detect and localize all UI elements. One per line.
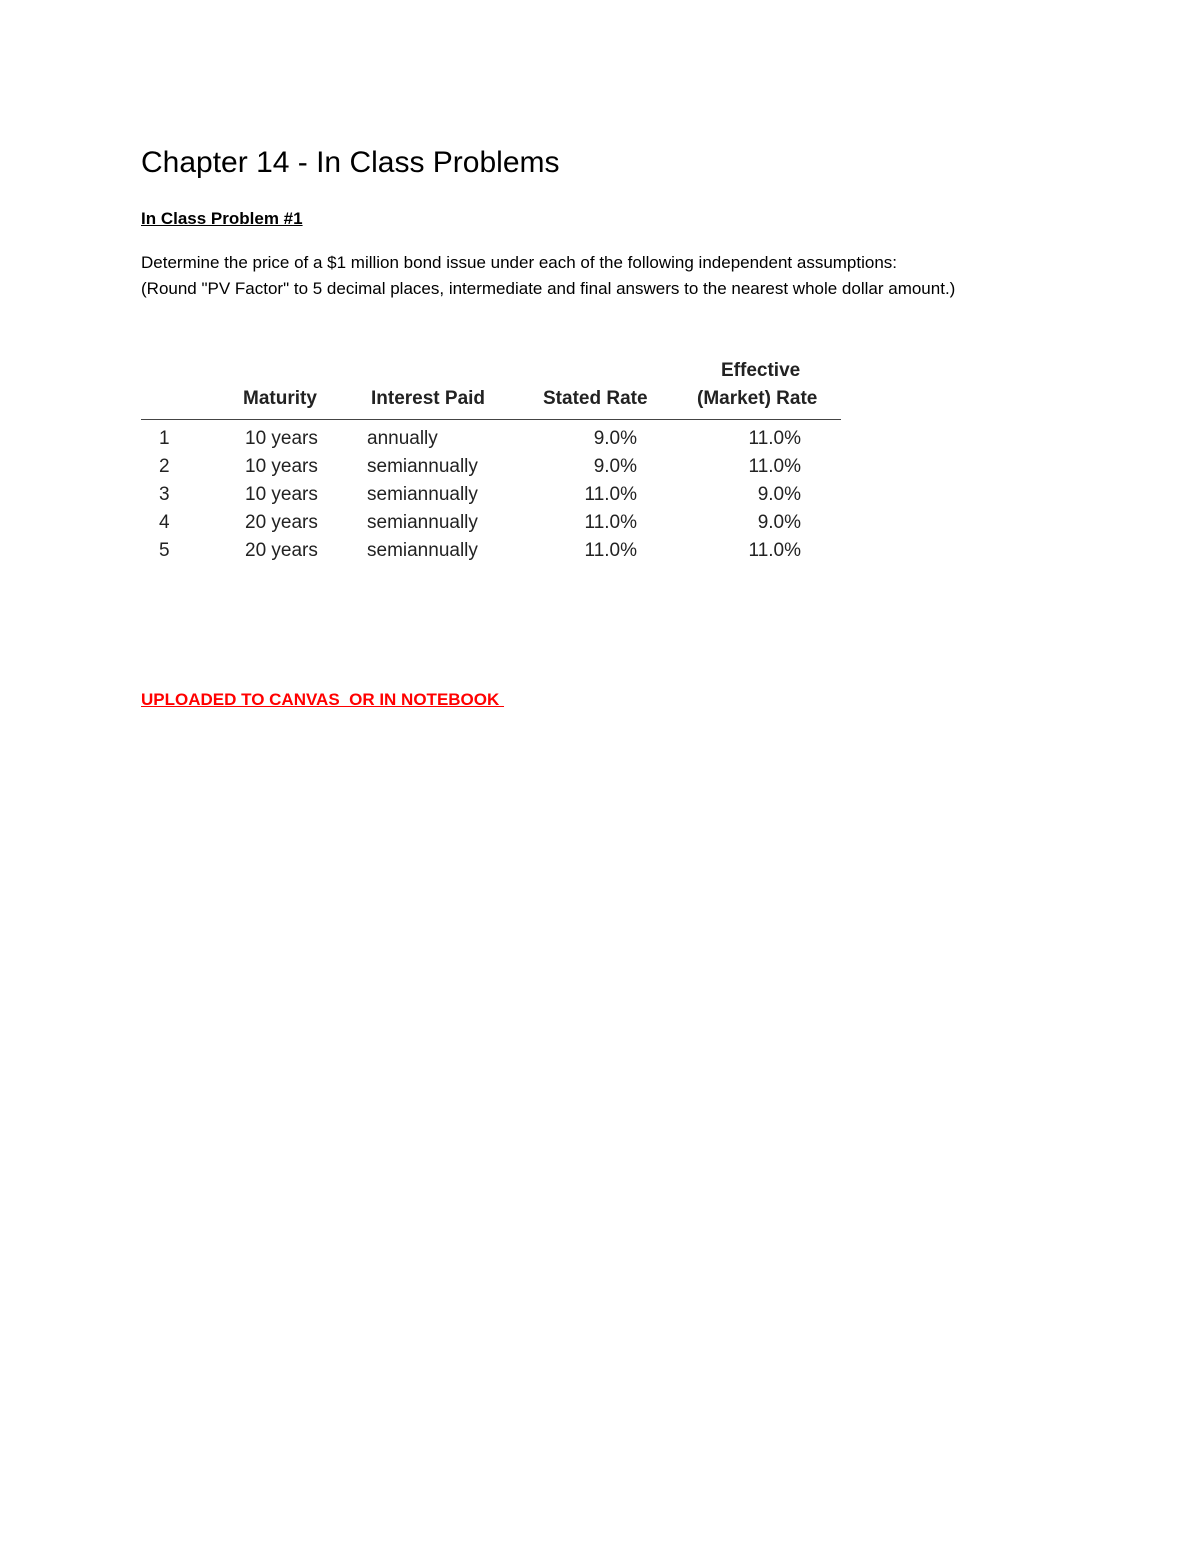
instructions-line: Determine the price of a $1 million bond issue under each of the following independent assumptions: (141, 253, 898, 272)
row-stated-rate: 11.0% (584, 512, 637, 533)
row-interest-paid: semiannually (367, 484, 478, 505)
row-maturity: 20 years (245, 512, 318, 533)
row-maturity: 20 years (245, 540, 318, 561)
table-row (141, 456, 841, 484)
page-title: Chapter 14 - In Class Problems (141, 146, 560, 179)
header-maturity: Maturity (243, 388, 317, 409)
instructions (141, 250, 1041, 302)
row-interest-paid: annually (367, 428, 438, 449)
row-stated-rate: 11.0% (584, 540, 637, 561)
row-effective-rate: 9.0% (757, 484, 801, 505)
row-number: 4 (159, 512, 170, 533)
row-stated-rate: 11.0% (584, 484, 637, 505)
header-effective-line1: Effective (721, 360, 801, 381)
header-divider (141, 419, 841, 420)
row-maturity: 10 years (245, 456, 318, 477)
table-row (141, 484, 841, 512)
row-number: 2 (159, 456, 170, 477)
row-number: 3 (159, 484, 170, 505)
table-row (141, 512, 841, 540)
row-number: 1 (159, 428, 170, 449)
table-row (141, 540, 841, 568)
row-effective-rate: 11.0% (748, 540, 801, 561)
header-effective-line2: (Market) Rate (697, 388, 818, 409)
row-interest-paid: semiannually (367, 512, 478, 533)
row-interest-paid: semiannually (367, 540, 478, 561)
header-interest-paid: Interest Paid (371, 388, 486, 409)
row-stated-rate: 9.0% (593, 428, 637, 449)
row-number: 5 (159, 540, 170, 561)
row-stated-rate: 9.0% (593, 456, 637, 477)
instructions-line: (Round "PV Factor" to 5 decimal places, intermediate and final answers to the nearest whole dollar amount.) (141, 279, 956, 298)
table-row (141, 428, 841, 456)
row-maturity: 10 years (245, 428, 318, 449)
bond-assumptions-table (141, 358, 841, 573)
row-effective-rate: 9.0% (757, 512, 801, 533)
problem-heading: In Class Problem #1 (141, 209, 303, 228)
header-stated-rate: Stated Rate (543, 388, 648, 409)
row-maturity: 10 years (245, 484, 318, 505)
row-interest-paid: semiannually (367, 456, 478, 477)
upload-note: UPLOADED TO CANVAS OR IN NOTEBOOK (141, 690, 505, 709)
row-effective-rate: 11.0% (748, 456, 801, 477)
row-effective-rate: 11.0% (748, 428, 801, 449)
